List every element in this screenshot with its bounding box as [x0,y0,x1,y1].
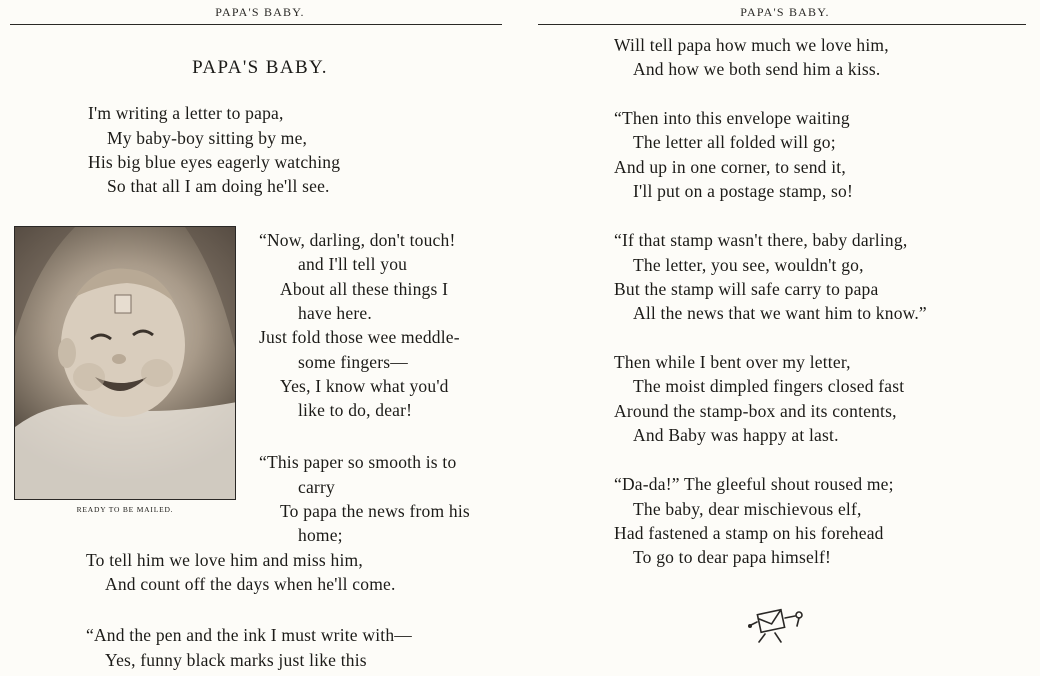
poem-line: home; [298,525,343,545]
poem-line: “And the pen and the ink I must write with— [86,625,412,645]
poem-line: “Then into this envelope waiting [614,108,850,128]
poem-line: some fingers— [298,352,409,372]
photo-caption: READY TO BE MAILED. [76,505,174,514]
poem-line: The letter all folded will go; [633,132,836,152]
poem-line: like to do, dear! [298,400,413,420]
poem-line: I'll put on a postage stamp, so! [633,181,854,201]
poem-line: Yes, I know what you'd [280,376,449,396]
running-head-right: PAPA'S BABY. [740,5,830,19]
poem-line: And Baby was happy at last. [633,425,839,445]
poem-line: But the stamp will safe carry to papa [614,279,879,299]
poem-line: “This paper so smooth is to [259,452,457,472]
poem-line: carry [298,477,335,497]
poem-line: “Now, darling, don't touch! [259,230,456,250]
poem-line: To tell him we love him and miss him, [86,550,363,570]
poem-line: have here. [298,303,372,323]
poem-line: And how we both send him a kiss. [633,59,881,79]
poem-line: Yes, funny black marks just like this [105,650,367,670]
poem-line: The letter, you see, wouldn't go, [633,255,864,275]
poem-line: All the news that we want him to know.” [633,303,927,323]
poem-title: PAPA'S BABY. [192,57,328,78]
poem-line: And up in one corner, to send it, [614,157,846,177]
poem-line: Had fastened a stamp on his forehead [614,523,884,543]
baby-face-icon [15,227,236,500]
header-rule-right [538,24,1026,25]
poem-line: And count off the days when he'll come. [105,574,396,594]
poem-line: Will tell papa how much we love him, [614,35,889,55]
poem-line: Just fold those wee meddle- [259,327,460,347]
poem-line: and I'll tell you [298,254,408,274]
poem-line: “If that stamp wasn't there, baby darling, [614,230,908,250]
poem-line: About all these things I [280,279,449,299]
poem-line: The baby, dear mischievous elf, [633,499,862,519]
baby-photo [14,226,236,500]
poem-line: The moist dimpled fingers closed fast [633,376,905,396]
poem-line: His big blue eyes eagerly watching [88,152,341,172]
envelope-figure-icon [745,606,809,651]
poem-line: To papa the news from his [280,501,470,521]
running-head-left: PAPA'S BABY. [215,5,305,19]
poem-line: “Da-da!” The gleeful shout roused me; [614,474,894,494]
poem-line: To go to dear papa himself! [633,547,832,567]
poem-line: So that all I am doing he'll see. [107,176,330,196]
poem-line: Around the stamp-box and its contents, [614,401,897,421]
poem-line: I'm writing a letter to papa, [88,103,284,123]
right-page [530,0,1040,676]
header-rule-left [10,24,502,25]
poem-line: My baby-boy sitting by me, [107,128,308,148]
poem-line: Then while I bent over my letter, [614,352,851,372]
